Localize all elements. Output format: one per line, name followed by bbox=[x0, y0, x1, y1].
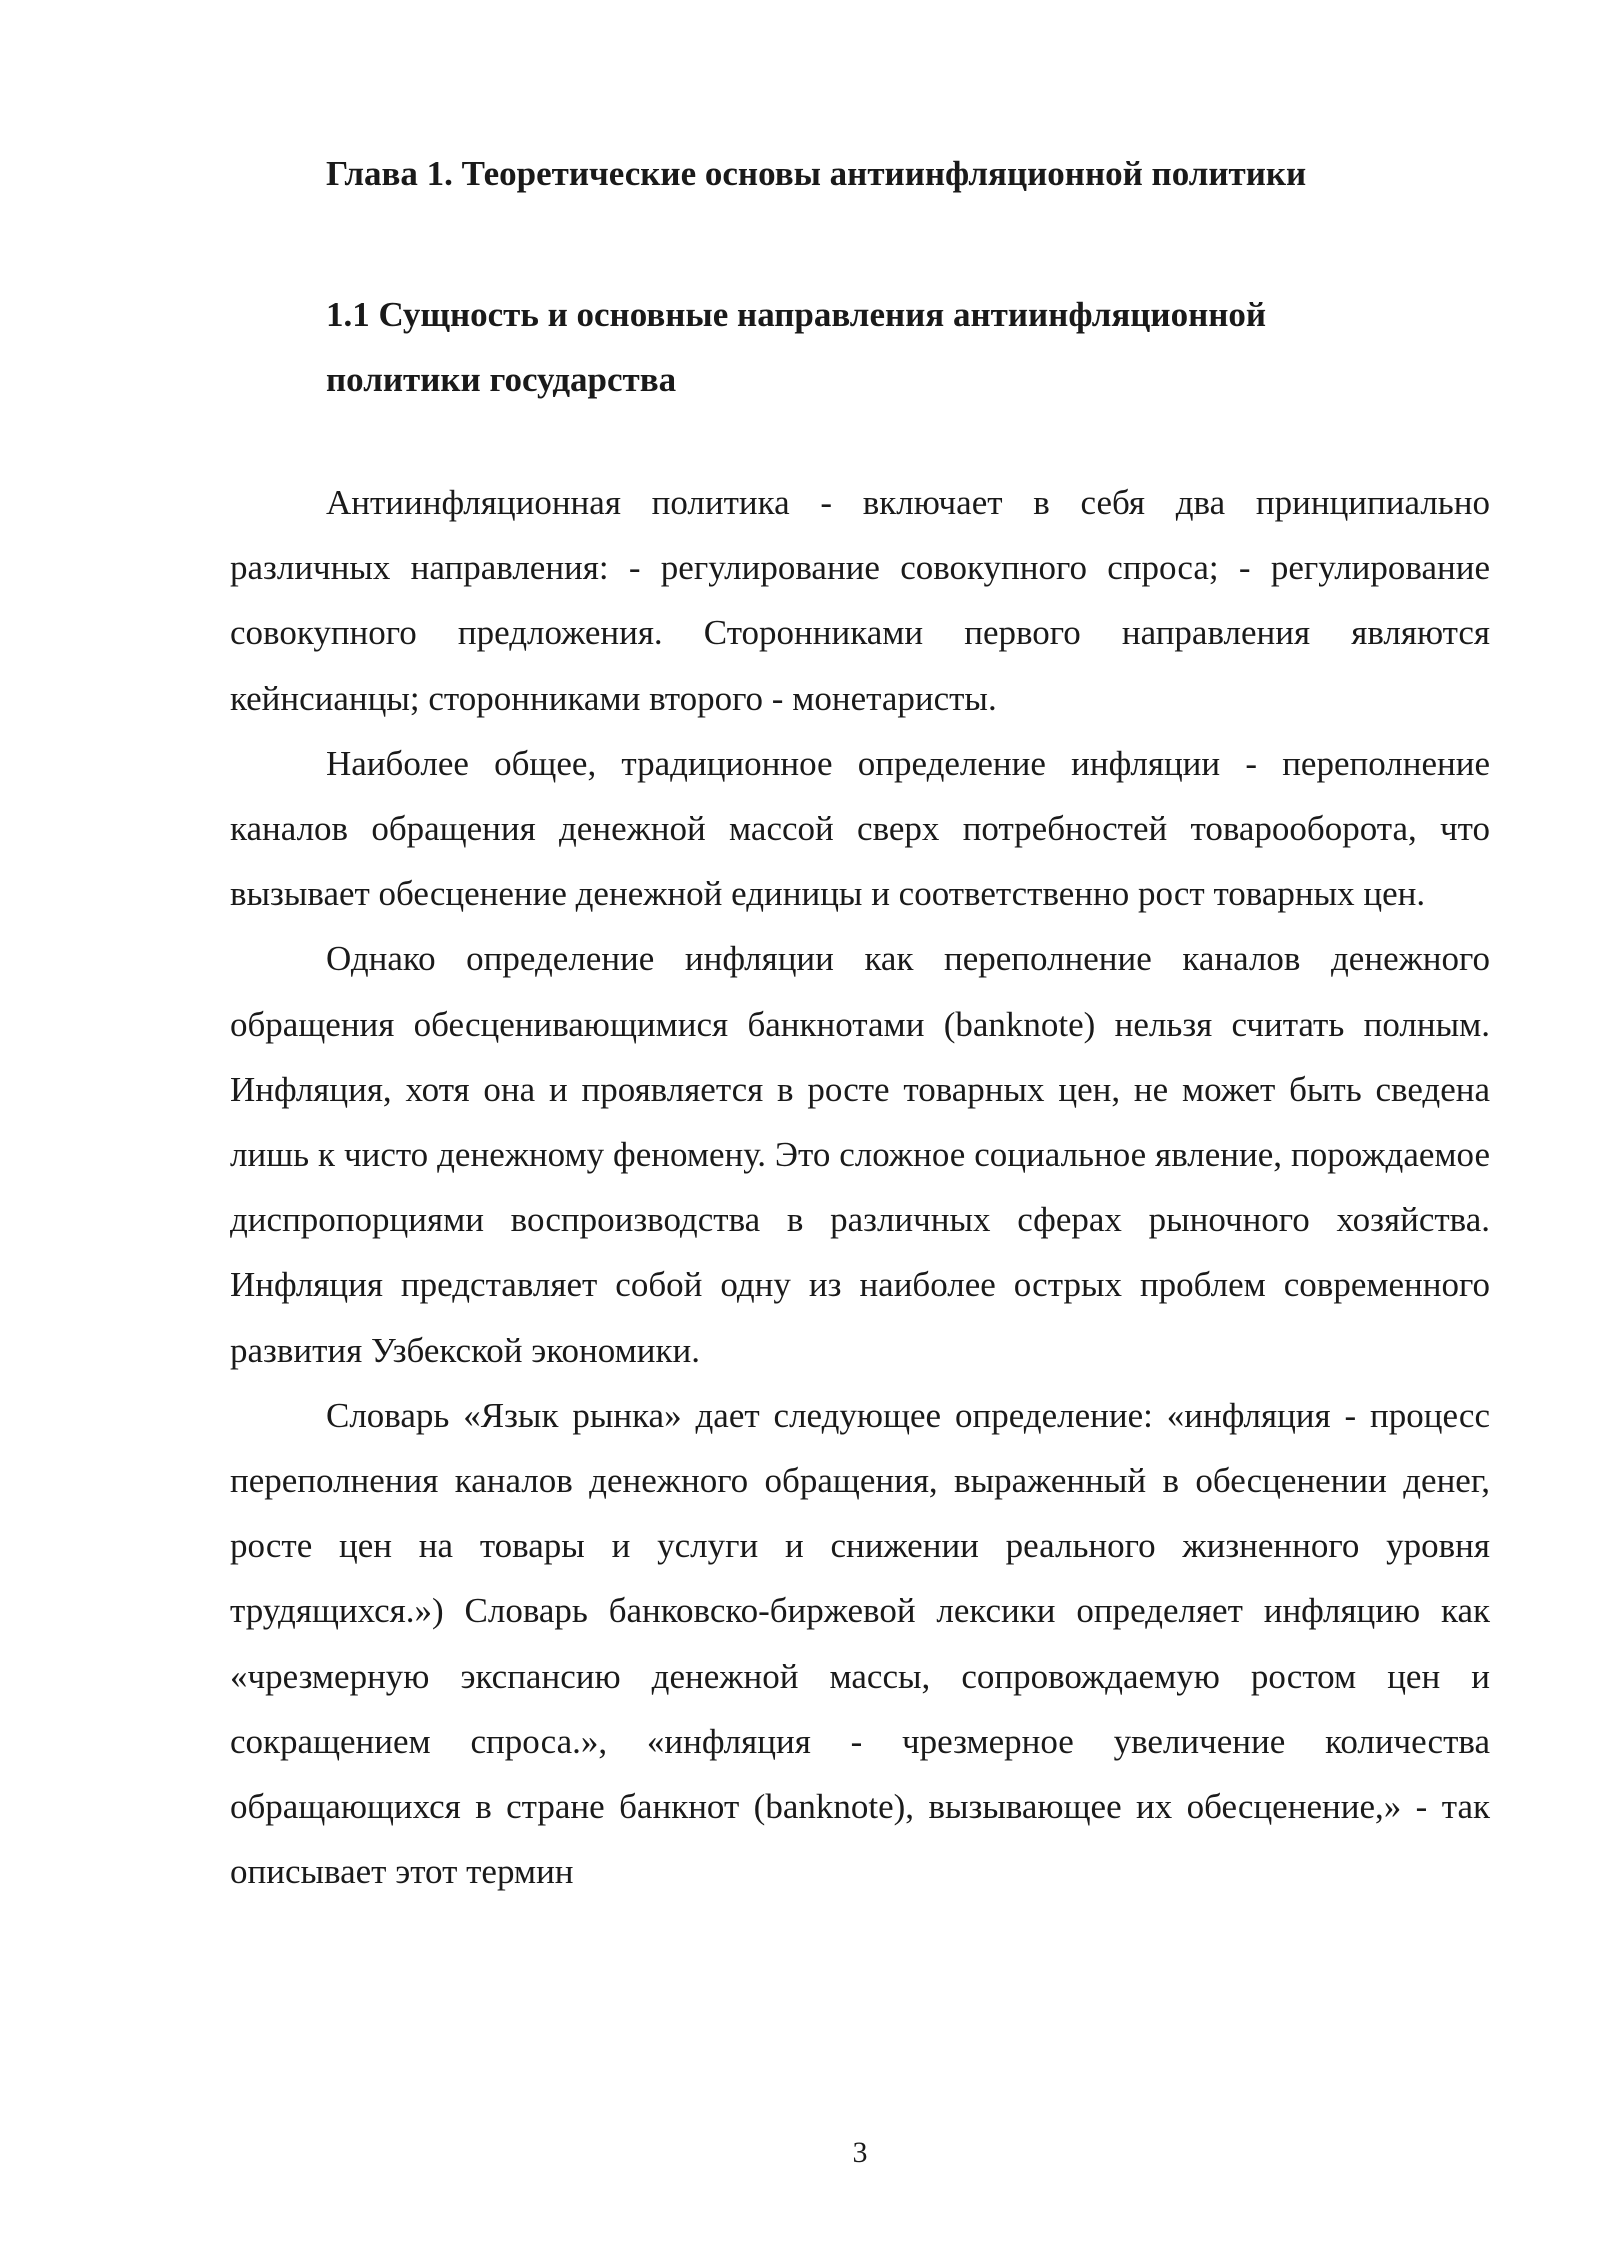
chapter-title: Глава 1. Теоретические основы антиинфляционной политики bbox=[326, 154, 1307, 193]
paragraph: Словарь «Язык рынка» дает следующее определение: «инфляция - процесс переполнения каналов денежного обращения, выраженный в обесценении денег, росте цен на товары и услуги и снижении реального жизненного уровня трудящихся.») Словарь банковско-биржевой лексики определяет инфляцию как «чрезмерную экспансию денежной массы, сопровождаемую ростом цен и сокращением спроса.», «инфляция - чрезмерное увеличение количества обращающихся в стране банкнот (banknote), вызывающее их обесценение,» - так описывает этот термин bbox=[230, 1395, 1490, 1892]
paragraph: Однако определение инфляции как переполнение каналов денежного обращения обесценивающимися банкнотами (banknote) нельзя считать полным. Инфляция, хотя она и проявляется в росте товарных цен, не может быть сведена лишь к чисто денежному феномену. Это сложное социальное явление, порождаемое диспропорциями воспроизводства в различных сферах рыночного хозяйства. Инфляция представляет собой одну из наиболее острых проблем современного развития Узбекской экономики. bbox=[230, 939, 1490, 1370]
section-title-line: 1.1 Сущность и основные направления антиинфляционной bbox=[326, 295, 1267, 334]
paragraph: Наиболее общее, традиционное определение инфляции - переполнение каналов обращения денежной массой сверх потребностей товарооборота, что вызывает обесценение денежной единицы и соответственно рост товарных цен. bbox=[230, 743, 1490, 914]
body-text bbox=[230, 470, 1490, 1904]
section-title-line: политики государства bbox=[326, 360, 677, 399]
page-number: 3 bbox=[852, 2136, 868, 2169]
paragraph: Антиинфляционная политика - включает в себя два принципиально различных направления: - регулирование совокупного спроса; - регулирование совокупного предложения. Сторонниками первого направления являются кейнсианцы; сторонниками второго - монетаристы. bbox=[230, 483, 1490, 718]
section-title bbox=[326, 282, 1426, 412]
